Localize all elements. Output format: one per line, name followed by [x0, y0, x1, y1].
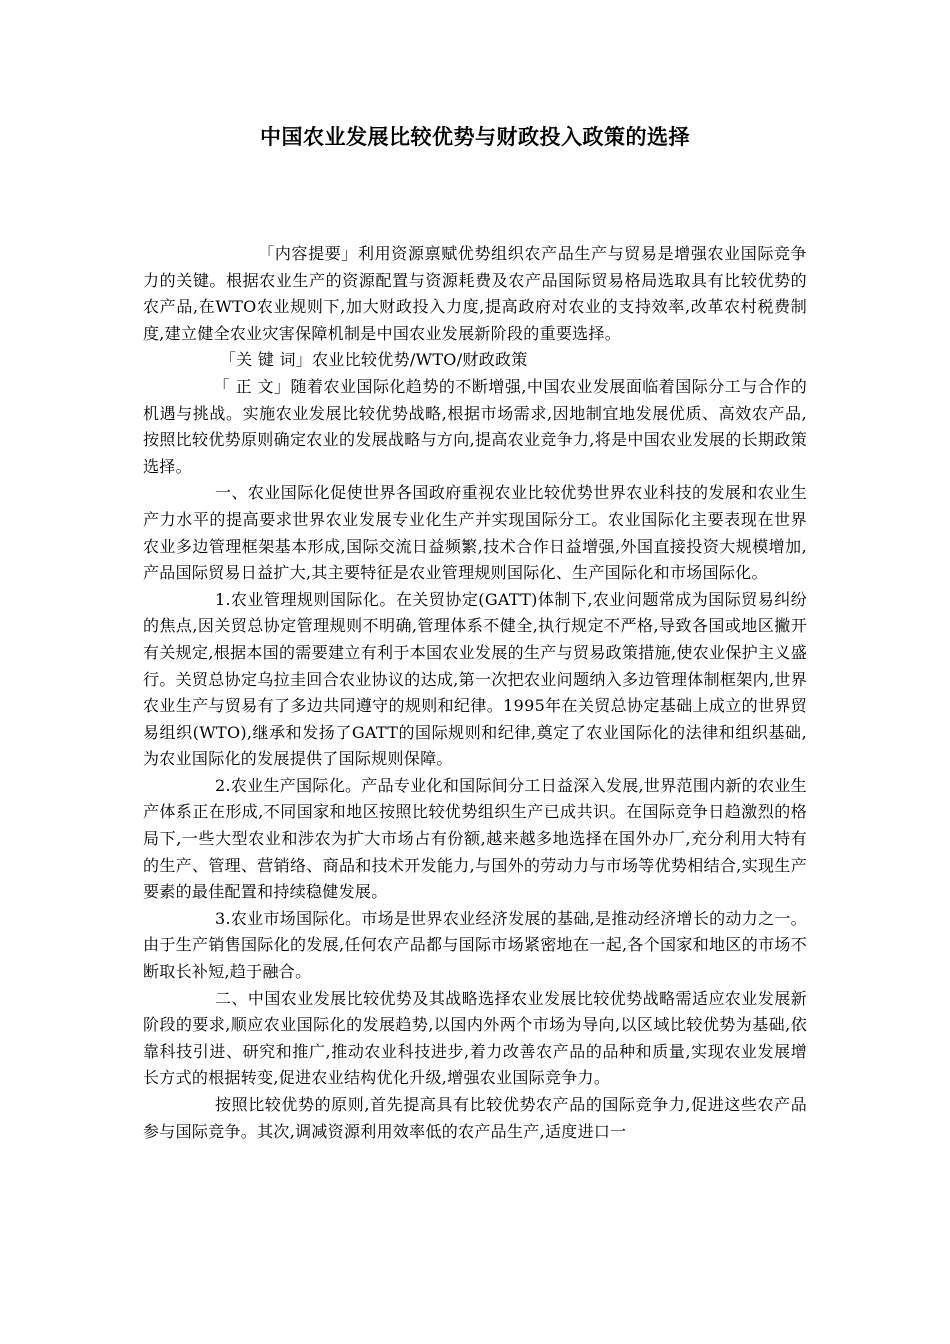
keywords-paragraph: [143, 347, 807, 374]
abstract-label: 「内容提要」: [258, 244, 359, 263]
main-text-paragraph: [143, 374, 807, 480]
main-text-label: 「 正 文」: [213, 376, 291, 396]
body-paragraph: 1.农业管理规则国际化。在关贸协定(GATT)体制下,农业问题常成为国际贸易纠纷的焦点,因关贸总协定管理规则不明确,管理体系不健全,执行规定不严格,导致各国或地区撇开有关规定,根据本国的需要建立有利于本国农业发展的生产与贸易政策措施,使农业保护主义盛行。关贸总协定乌拉圭回合农业协议的达成,第一次把农业问题纳入多边管理体制框架内,世界农业生产与贸易有了多边共同遵守的规则和纪律。1995年在关贸总协定基础上成立的世界贸易组织(WTO),继承和发扬了GATT的国际规则和纪律,奠定了农业国际化的法律和组织基础,为农业国际化的发展提供了国际规则保障。: [143, 589, 807, 769]
body-paragraph: 2.农业生产国际化。产品专业化和国际间分工日益深入发展,世界范围内新的农业生产体系正在形成,不同国家和地区按照比较优势组织生产已成共识。在国际竞争日趋激烈的格局下,一些大型农业和涉农为扩大市场占有份额,越来越多地选择在国外办厂,充分利用大特有的生产、管理、营销络、商品和技术开发能力,与国外的劳动力与市场等优势相结合,实现生产要素的最佳配置和持续稳健发展。: [143, 775, 807, 902]
document-title: 中国农业发展比较优势与财政投入政策的选择: [260, 125, 690, 149]
body-paragraph: 二、中国农业发展比较优势及其战略选择农业发展比较优势战略需适应农业发展新阶段的要求,顺应农业国际化的发展趋势,以国内外两个市场为导向,以区域比较优势为基础,依靠科技引进、研究和推广,推动农业科技进步,着力改善农产品的品种和质量,实现农业发展增长方式的根据转变,促进农业结构优化升级,增强农业国际竞争力。: [143, 988, 807, 1088]
abstract-paragraph: [143, 241, 807, 347]
document-body: [143, 241, 807, 1145]
body-paragraph: 按照比较优势的原则,首先提高具有比较优势农产品的国际竞争力,促进这些农产品参与国际竞争。其次,调减资源利用效率低的农产品生产,适度进口一: [143, 1095, 807, 1141]
main-text-content: 随着农业国际化趋势的不断增强,中国农业发展面临着国际分工与合作的机遇与挑战。实施农业发展比较优势战略,根据市场需求,因地制宜地发展优质、高效农产品,按照比较优势原则确定农业的发展战略与方向,提高农业竞争力,将是中国农业发展的长期政策选择。: [143, 376, 807, 476]
abstract-text: 利用资源禀赋优势组织农产品生产与贸易是增强农业国际竞争力的关键。根据农业生产的资源配置与资源耗费及农产品国际贸易格局选取具有比较优势的农产品,在WTO农业规则下,加大财政投入力度,提高政府对农业的支持效率,改革农村税费制度,建立健全农业灾害保障机制是中国农业发展新阶段的重要选择。: [143, 244, 807, 343]
body-paragraph: 一、农业国际化促使世界各国政府重视农业比较优势世界农业科技的发展和农业生产力水平的提高要求世界农业发展专业化生产并实现国际分工。农业国际化主要表现在世界农业多边管理框架基本形成,国际交流日益频繁,技术合作日益增强,外国直接投资大规模增加,产品国际贸易日益扩大,其主要特征是农业管理规则国际化、生产国际化和市场国际化。: [143, 483, 807, 583]
body-paragraph: 3.农业市场国际化。市场是世界农业经济发展的基础,是推动经济增长的动力之一。由于生产销售国际化的发展,任何农产品都与国际市场紧密地在一起,各个国家和地区的市场不断取长补短,趋于融合。: [143, 908, 807, 982]
keywords-label: 「关 键 词」: [219, 350, 313, 370]
keywords-text: 农业比较优势/WTO/财政政策: [312, 350, 528, 370]
